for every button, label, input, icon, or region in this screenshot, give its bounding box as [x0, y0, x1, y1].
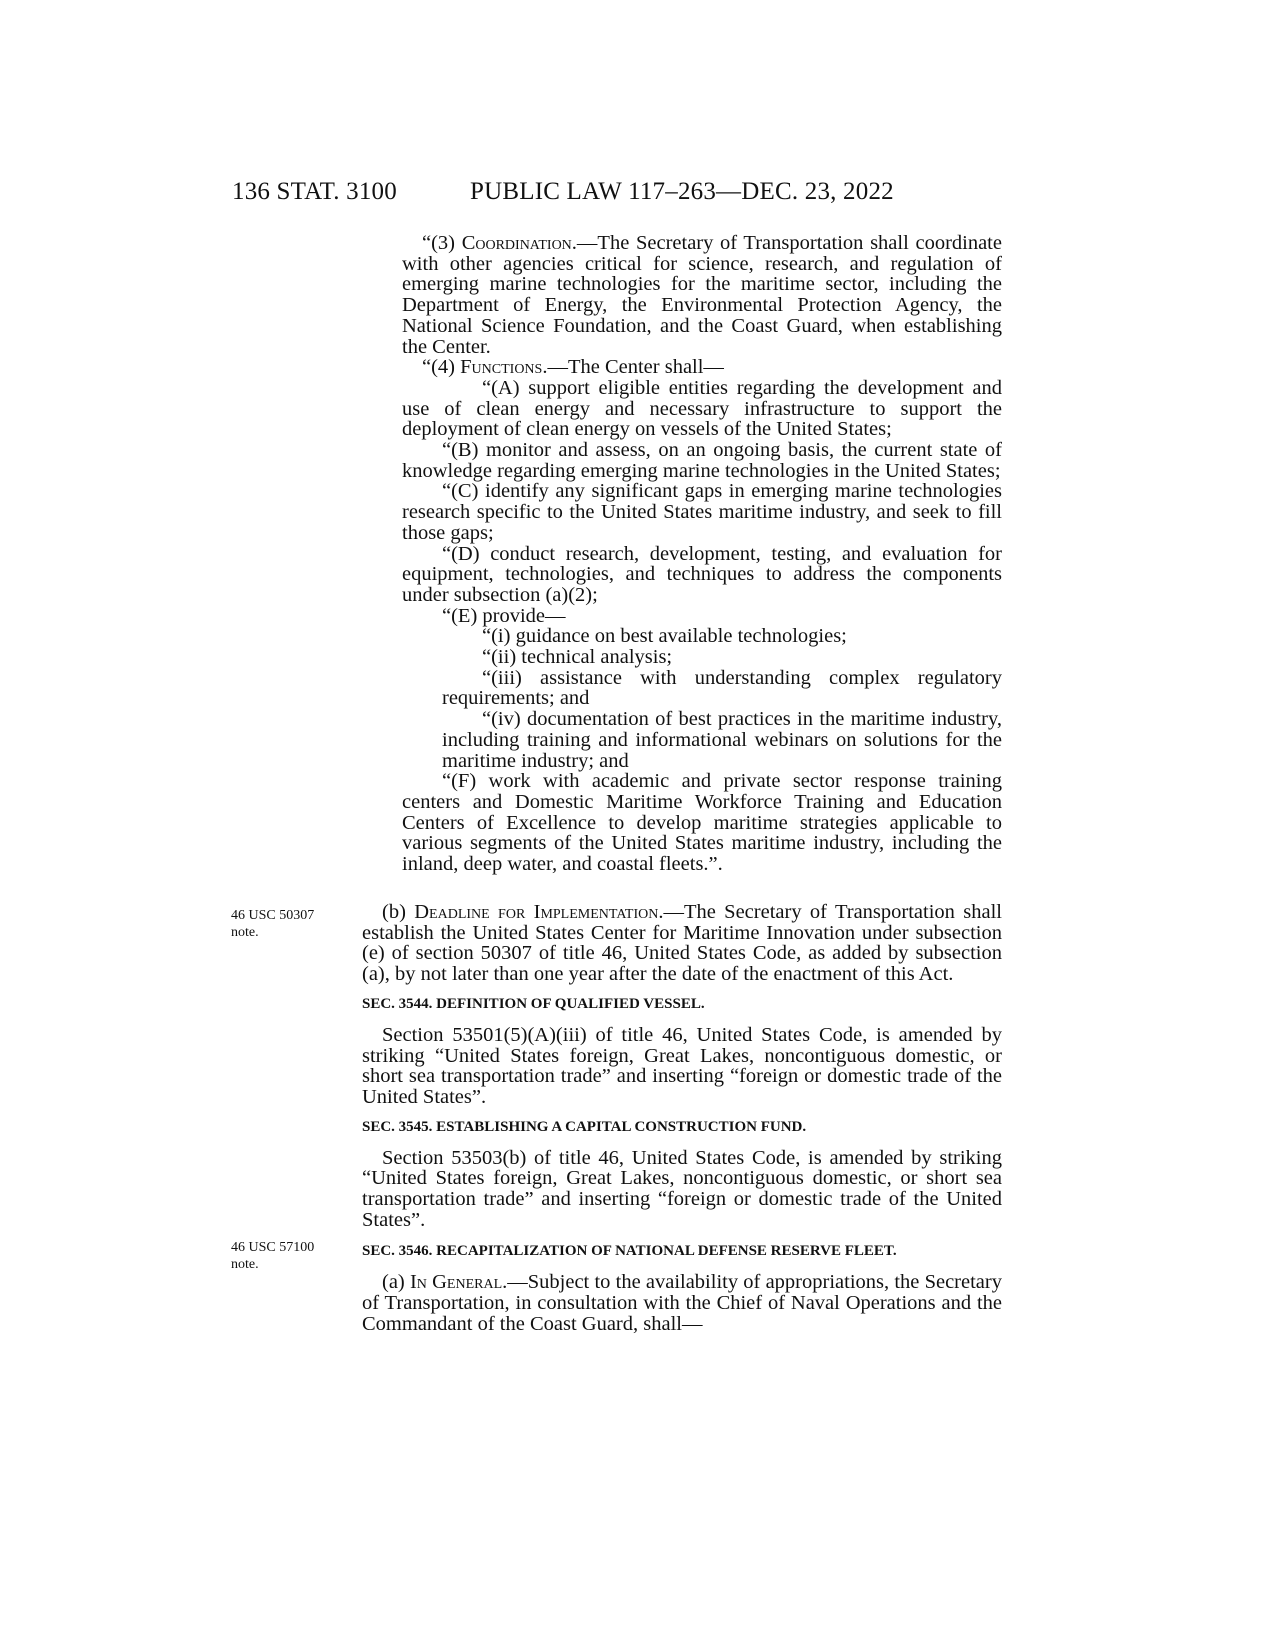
- main-text-block: [362, 902, 1002, 1335]
- subparagraph-f: “(F) work with academic and private sector response training centers and Domestic Maritime Workforce Training and Education Centers of Excellence to develop maritime strategies applicable to various segments of the United States maritime industry, including the inland, deep water, and coastal fleets.”.: [402, 770, 1002, 876]
- subparagraph-d: “(D) conduct research, development, testing, and evaluation for equipment, technologies, and techniques to address the components under subsection (a)(2);: [402, 542, 1002, 606]
- section-3545-heading: SEC. 3545. ESTABLISHING A CAPITAL CONSTRUCTION FUND.: [362, 1118, 807, 1135]
- paragraph-heading: In General: [409, 1271, 503, 1294]
- clause-iii: “(iii) assistance with understanding complex regulatory requirements; and: [442, 666, 1002, 710]
- paragraph-lead: “(3): [422, 232, 462, 254]
- section-3545-text: Section 53503(b) of title 46, United States Code, is amended by striking “United States foreign, Great Lakes, noncontiguous domestic, or short sea transportation trade” and inserting “foreign or domestic trade of the United States”.: [362, 1146, 1002, 1231]
- subparagraph-a: [402, 378, 1002, 440]
- subparagraph-c: “(C) identify any significant gaps in emerging marine technologies research specific to the United States maritime industry, and seek to fill those gaps;: [402, 480, 1002, 544]
- paragraph-heading: Functions: [460, 356, 543, 379]
- statute-page-number: 136 STAT. 3100: [232, 178, 397, 205]
- section-3544-heading: SEC. 3544. DEFINITION OF QUALIFIED VESSEL.: [362, 995, 705, 1012]
- section-3546-heading: SEC. 3546. RECAPITALIZATION OF NATIONAL DEFENSE RESERVE FLEET.: [362, 1243, 897, 1260]
- paragraph-lead: “(4): [422, 356, 461, 379]
- public-law-title: PUBLIC LAW 117–263—DEC. 23, 2022: [470, 178, 894, 205]
- clause-iv: “(iv) documentation of best practices in the maritime industry, including training and informational webinars on solutions for the maritime industry; and: [442, 708, 1002, 772]
- paragraph-text: .—Subject to the availability of appropriations, the Secretary of Transportation, in consultation with the Chief of Naval Operations and the Commandant of the Coast Guard, shall—: [362, 1271, 1002, 1335]
- paragraph-text: .—The Secretary of Transportation shall coordinate with other agencies critical for science, research, and regulation of emerging marine technologies for the maritime sector, including the Department of Energy, the Environmental Protection Agency, the National Science Foundation, and the Coast Guard, when establishing the Center.: [402, 232, 1002, 358]
- paragraph-lead: (a): [382, 1271, 410, 1294]
- section-3544-text: Section 53501(5)(A)(iii) of title 46, United States Code, is amended by striking “United States foreign, Great Lakes, noncontiguous domestic, or short sea transportation trade” and inserting “foreign or domestic trade of the United States”.: [362, 1023, 1002, 1108]
- subsection-b-deadline: [362, 902, 1002, 985]
- margin-note-50307: [231, 907, 341, 941]
- subsection-a-in-general: [362, 1272, 1002, 1334]
- page-header: [0, 178, 1275, 218]
- subparagraph-e: “(E) provide—: [442, 604, 566, 627]
- paragraph-heading: Coordination: [461, 232, 572, 254]
- margin-note-citation: 46 USC 50307: [231, 908, 315, 923]
- paragraph-4-functions: [402, 357, 1002, 378]
- paragraph-text: .—The Secretary of Transportation shall establish the United States Center for Maritime Innovation under subsection (e) of section 50307 of title 46, United States Code, as added by subsection (a), by not later than one year after the date of the enactment of this Act.: [362, 901, 1002, 986]
- clause-i: “(i) guidance on best available technologies;: [482, 625, 847, 648]
- paragraph-3-coordination: [402, 233, 1002, 357]
- paragraph-text: .—The Center shall—: [542, 356, 724, 379]
- margin-note-label: note.: [231, 925, 259, 940]
- margin-note-citation: 46 USC 57100: [231, 1240, 315, 1255]
- margin-note-label: note.: [231, 1257, 259, 1272]
- paragraph-heading: Deadline for Implementation: [414, 901, 659, 923]
- clause-ii: “(ii) technical analysis;: [482, 646, 673, 669]
- subparagraph-b: “(B) monitor and assess, on an ongoing basis, the current state of knowledge regarding emerging marine technologies in the United States;: [402, 439, 1002, 482]
- center-functions-block: [402, 233, 1002, 875]
- paragraph-lead: (b): [382, 901, 415, 923]
- margin-note-57100: [231, 1239, 341, 1273]
- subparagraph-text: “(A) support eligible entities regarding the development and use of clean energy and necessary infrastructure to support the deployment of clean energy on vessels of the United States;: [402, 376, 1002, 441]
